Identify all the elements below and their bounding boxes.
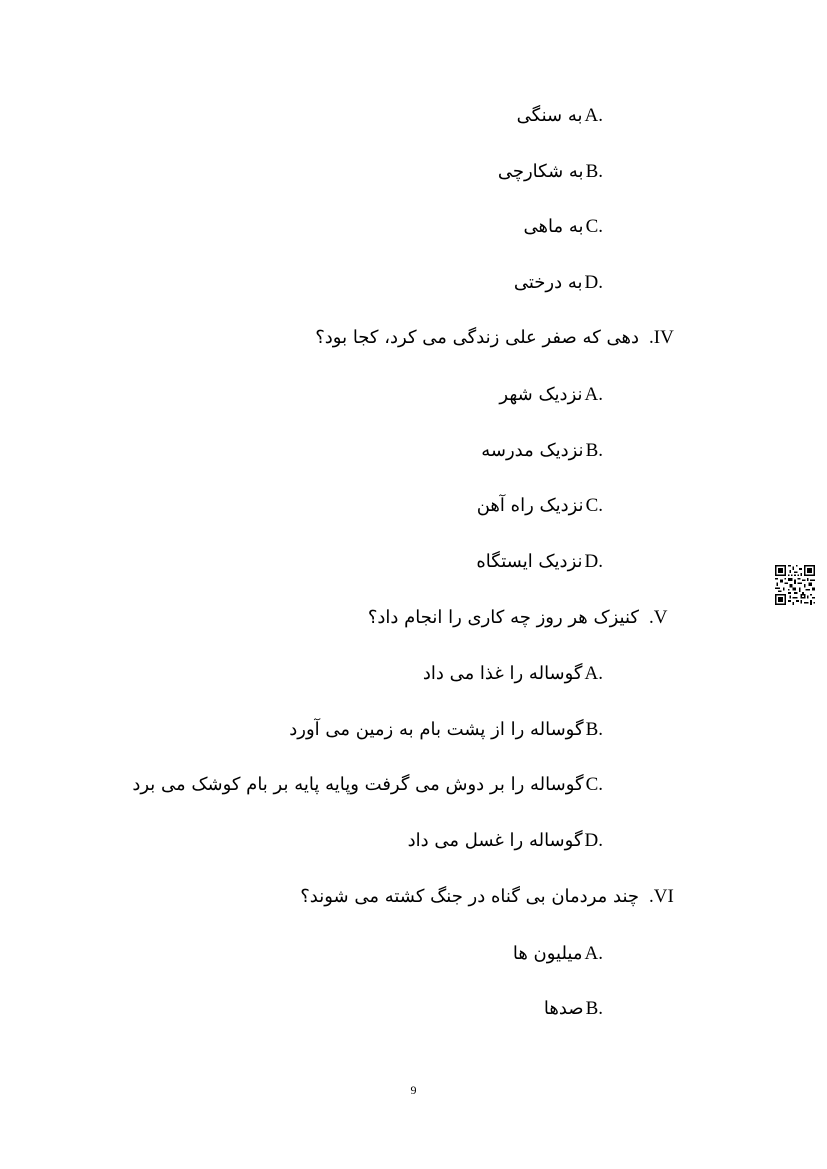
option-letter: B. bbox=[585, 161, 603, 182]
option-letter: B. bbox=[585, 998, 603, 1019]
option-d bbox=[476, 550, 603, 574]
question-number: .IV bbox=[649, 327, 674, 348]
option-text: گوساله را از پشت بام به زمین می آورد bbox=[289, 719, 584, 740]
option-text: گوساله را بر دوش می گرفت وپایه پایه بر بام کوشک می برد bbox=[132, 774, 584, 795]
option-letter: A. bbox=[584, 105, 603, 126]
question-number: .VI bbox=[649, 886, 674, 907]
page-number: 9 bbox=[410, 1083, 417, 1097]
option-b bbox=[481, 439, 603, 463]
option-letter: D. bbox=[584, 551, 603, 572]
qr-code-icon bbox=[775, 565, 815, 605]
option-letter: B. bbox=[585, 440, 603, 461]
option-text: نزدیک شهر bbox=[499, 384, 583, 405]
option-a bbox=[499, 383, 603, 407]
option-text: نزدیک ایستگاه bbox=[476, 551, 583, 572]
option-text: گوساله را غسل می داد bbox=[407, 830, 583, 851]
question-iv bbox=[315, 326, 681, 350]
option-letter: A. bbox=[584, 663, 603, 684]
option-d bbox=[514, 271, 603, 295]
option-letter: A. bbox=[584, 943, 603, 964]
option-letter: C. bbox=[585, 774, 603, 795]
option-text: به درختی bbox=[513, 272, 583, 293]
option-text: به شکارچی bbox=[497, 161, 584, 182]
option-text: به ماهی bbox=[523, 216, 584, 237]
option-c bbox=[477, 494, 603, 518]
question-text: دهی که صفر علی زندگی می کرد، کجا بود؟ bbox=[315, 327, 639, 348]
question-text: چند مردمان بی گناه در جنگ کشته می شوند؟ bbox=[300, 886, 639, 907]
option-letter: B. bbox=[585, 719, 603, 740]
question-vi bbox=[300, 885, 681, 909]
question-number: .V bbox=[649, 607, 668, 628]
option-text: نزدیک مدرسه bbox=[481, 440, 584, 461]
option-text: به سنگی bbox=[516, 105, 583, 126]
option-a bbox=[423, 662, 603, 686]
option-letter: C. bbox=[585, 216, 603, 237]
option-b bbox=[498, 160, 603, 184]
option-letter: A. bbox=[584, 384, 603, 405]
question-v bbox=[368, 606, 681, 630]
option-text: گوساله را غذا می داد bbox=[422, 663, 583, 684]
option-text: نزدیک راه آهن bbox=[476, 495, 584, 516]
option-d bbox=[408, 829, 603, 853]
option-letter: C. bbox=[585, 495, 603, 516]
option-letter: D. bbox=[584, 830, 603, 851]
option-c bbox=[132, 773, 603, 797]
option-c bbox=[524, 215, 603, 239]
option-a bbox=[513, 942, 603, 966]
option-a bbox=[517, 104, 603, 128]
option-text: صدها bbox=[543, 998, 584, 1019]
question-text: کنیزک هر روز چه کاری را انجام داد؟ bbox=[367, 607, 639, 628]
option-b bbox=[544, 997, 603, 1021]
option-letter: D. bbox=[584, 272, 603, 293]
option-text: میلیون ها bbox=[512, 943, 583, 964]
option-b bbox=[289, 718, 603, 742]
